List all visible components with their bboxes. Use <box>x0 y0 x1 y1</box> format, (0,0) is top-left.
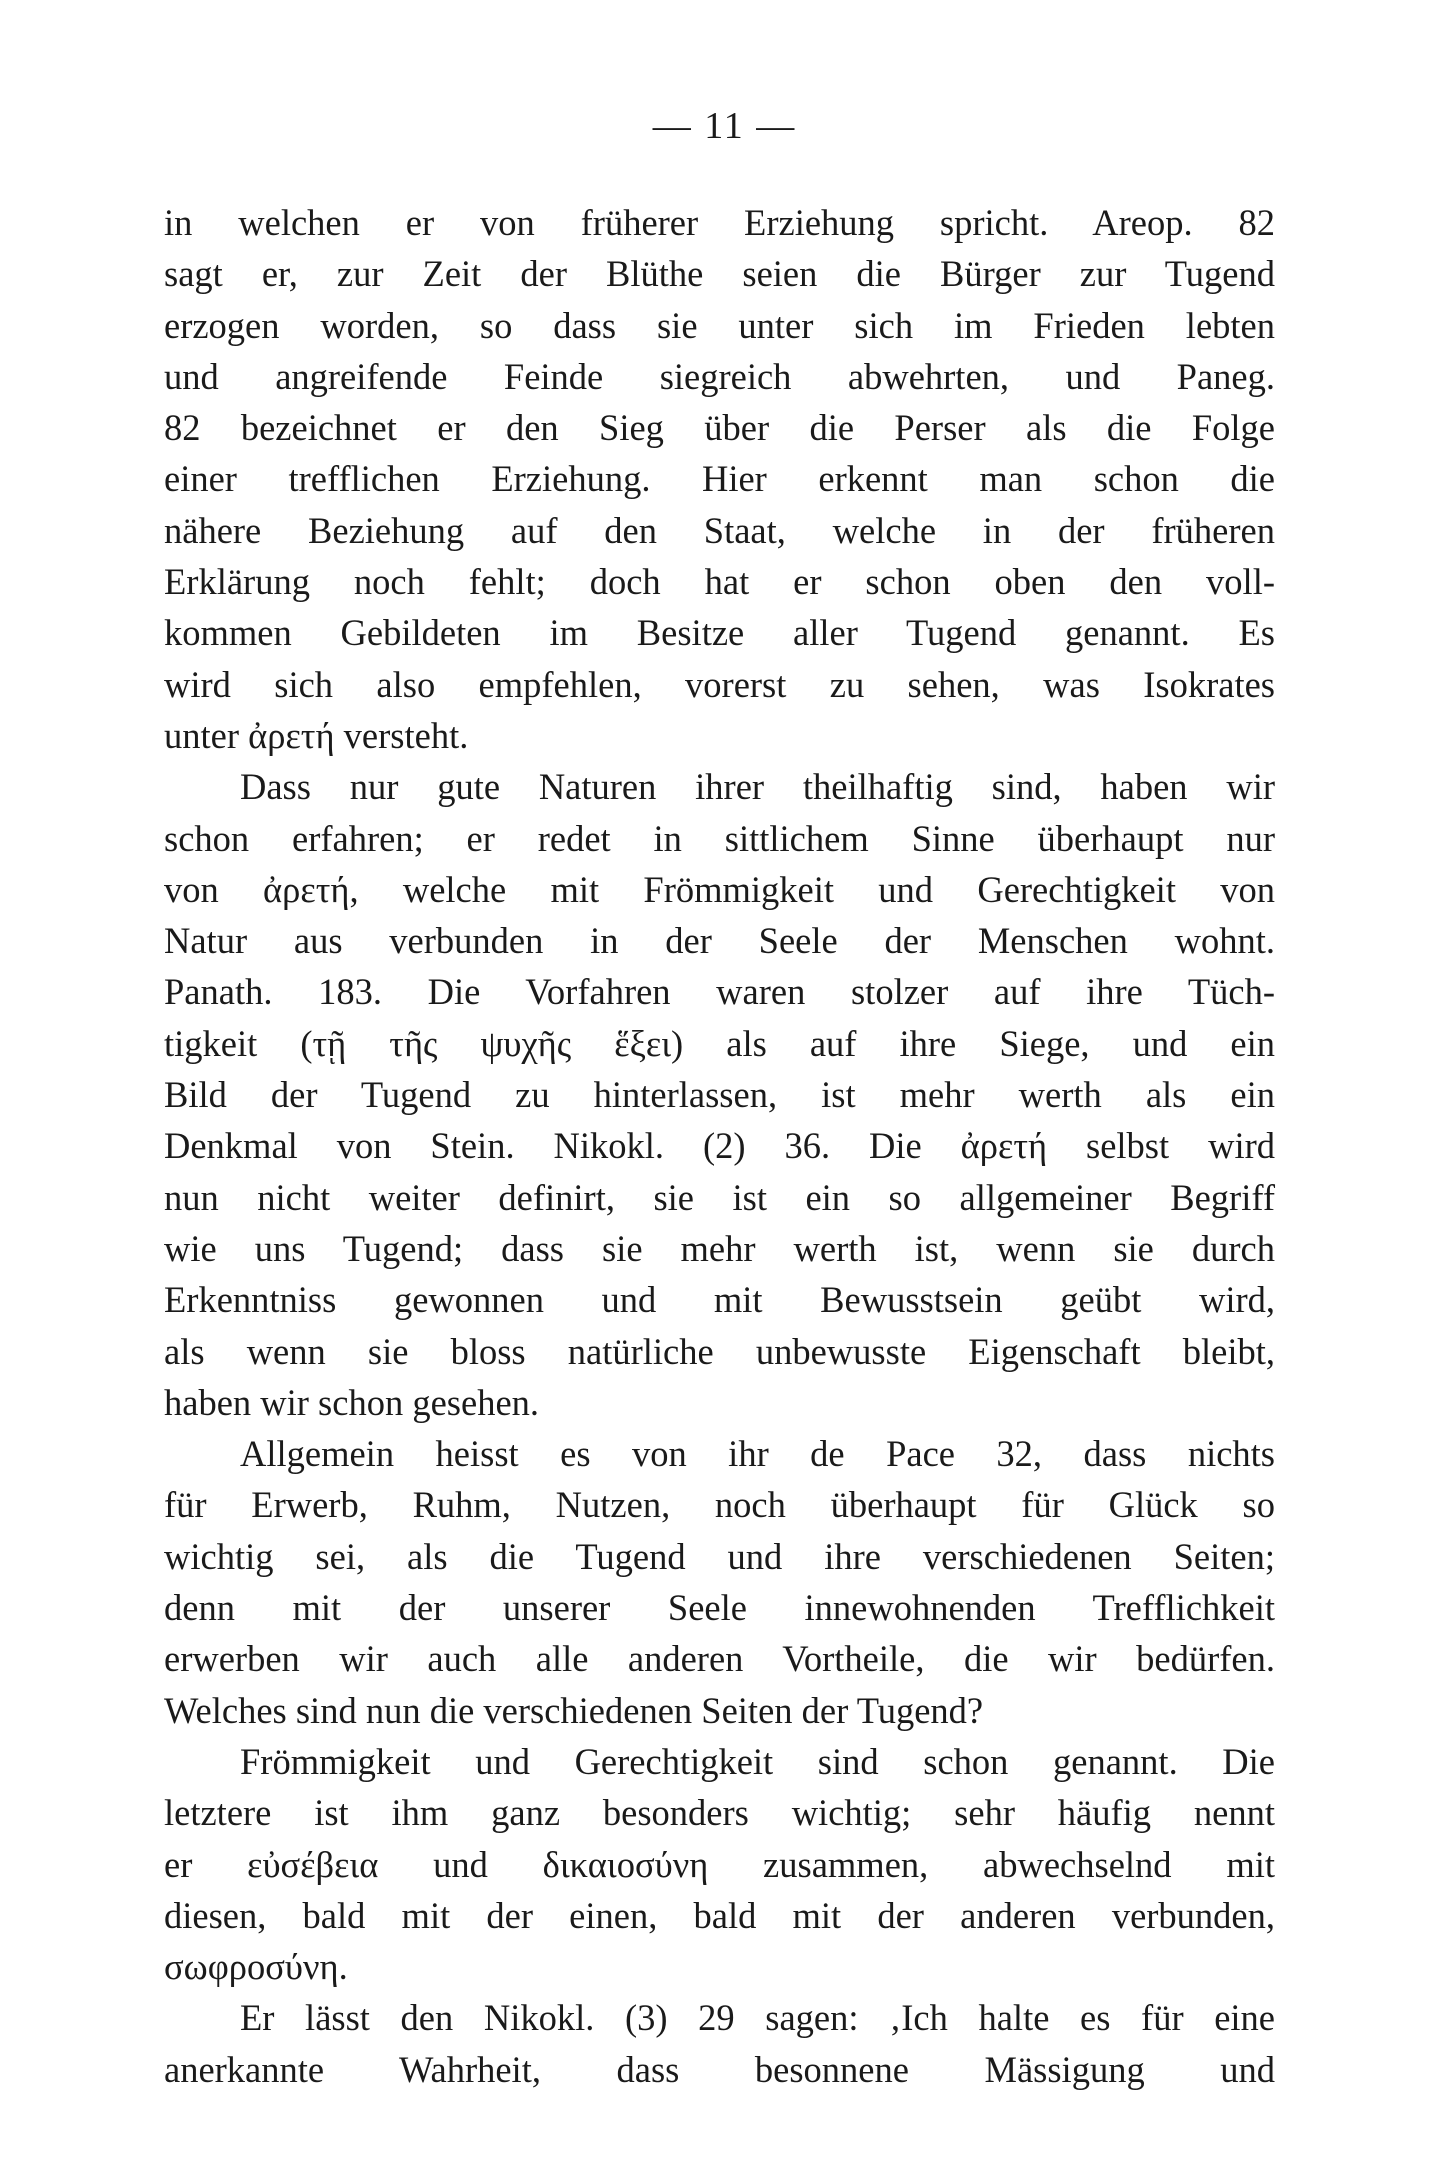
text-line: Frömmigkeit und Gerechtigkeit sind schon genannt. Die <box>240 1740 1275 1782</box>
text-line: von ἀρετή, welche mit Frömmigkeit und Gerechtigkeit von <box>164 868 1275 910</box>
text-line: Natur aus verbunden in der Seele der Menschen wohnt. <box>164 920 1275 962</box>
text-line: sagt er, zur Zeit der Blüthe seien die Bürger zur Tugend <box>164 253 1275 295</box>
text-line: diesen, bald mit der einen, bald mit der anderen verbunden, <box>164 1894 1275 1936</box>
text-line: unter ἀρετή versteht. <box>164 714 469 756</box>
text-line: Dass nur gute Naturen ihrer theilhaftig sind, haben wir <box>240 766 1275 808</box>
text-line: letztere ist ihm ganz besonders wichtig; sehr häufig nennt <box>164 1792 1275 1834</box>
text-line: Welches sind nun die verschiedenen Seiten der Tugend? <box>164 1689 984 1731</box>
text-line: wichtig sei, als die Tugend und ihre verschiedenen Seiten; <box>164 1535 1275 1577</box>
text-line: tigkeit (τῇ τῆς ψυχῆς ἕξει) als auf ihre Siege, und ein <box>164 1022 1275 1064</box>
text-line: und angreifende Feinde siegreich abwehrten, und Paneg. <box>164 355 1275 397</box>
text-line: Allgemein heisst es von ihr de Pace 32, dass nichts <box>240 1433 1275 1475</box>
text-line: erzogen worden, so dass sie unter sich im Frieden lebten <box>164 304 1275 346</box>
text-line: Erklärung noch fehlt; doch hat er schon oben den voll- <box>164 561 1275 603</box>
text-line: wird sich also empfehlen, vorerst zu sehen, was Isokrates <box>164 663 1275 705</box>
text-line: Panath. 183. Die Vorfahren waren stolzer auf ihre Tüch- <box>164 971 1275 1013</box>
text-line: nun nicht weiter definirt, sie ist ein so allgemeiner Begriff <box>164 1176 1275 1218</box>
text-line: wie uns Tugend; dass sie mehr werth ist, wenn sie durch <box>164 1227 1275 1269</box>
text-line: einer trefflichen Erziehung. Hier erkennt man schon die <box>164 458 1275 500</box>
text-line: anerkannte Wahrheit, dass besonnene Mässigung und <box>164 2048 1275 2090</box>
text-line: Erkenntniss gewonnen und mit Bewusstsein geübt wird, <box>164 1279 1275 1321</box>
text-line: nähere Beziehung auf den Staat, welche in der früheren <box>164 509 1275 551</box>
text-line: Er lässt den Nikokl. (3) 29 sagen: ‚Ich halte es für eine <box>240 1997 1275 2039</box>
text-line: er εὐσέβεια und δικαιοσύνη zusammen, abwechselnd mit <box>164 1843 1275 1885</box>
text-line: in welchen er von früherer Erziehung spricht. Areop. 82 <box>164 202 1275 243</box>
text-line: erwerben wir auch alle anderen Vortheile, die wir bedürfen. <box>164 1638 1275 1680</box>
text-line: schon erfahren; er redet in sittlichem Sinne überhaupt nur <box>164 817 1275 859</box>
text-line: als wenn sie bloss natürliche unbewusste Eigenschaft bleibt, <box>164 1330 1275 1372</box>
text-line: haben wir schon gesehen. <box>164 1381 540 1423</box>
body-text <box>164 197 1275 2095</box>
text-line: kommen Gebildeten im Besitze aller Tugend genannt. Es <box>164 612 1275 654</box>
text-line: denn mit der unserer Seele innewohnenden Trefflichkeit <box>164 1587 1275 1629</box>
text-line: 82 bezeichnet er den Sieg über die Perser als die Folge <box>164 407 1275 449</box>
page-number: — 11 — <box>652 105 797 147</box>
text-line: für Erwerb, Ruhm, Nutzen, noch überhaupt für Glück so <box>164 1484 1275 1526</box>
text-line: σωφροσύνη. <box>164 1946 348 1988</box>
text-line: Denkmal von Stein. Nikokl. (2) 36. Die ἀρετή selbst wird <box>164 1125 1275 1167</box>
text-line: Bild der Tugend zu hinterlassen, ist mehr werth als ein <box>164 1074 1275 1116</box>
